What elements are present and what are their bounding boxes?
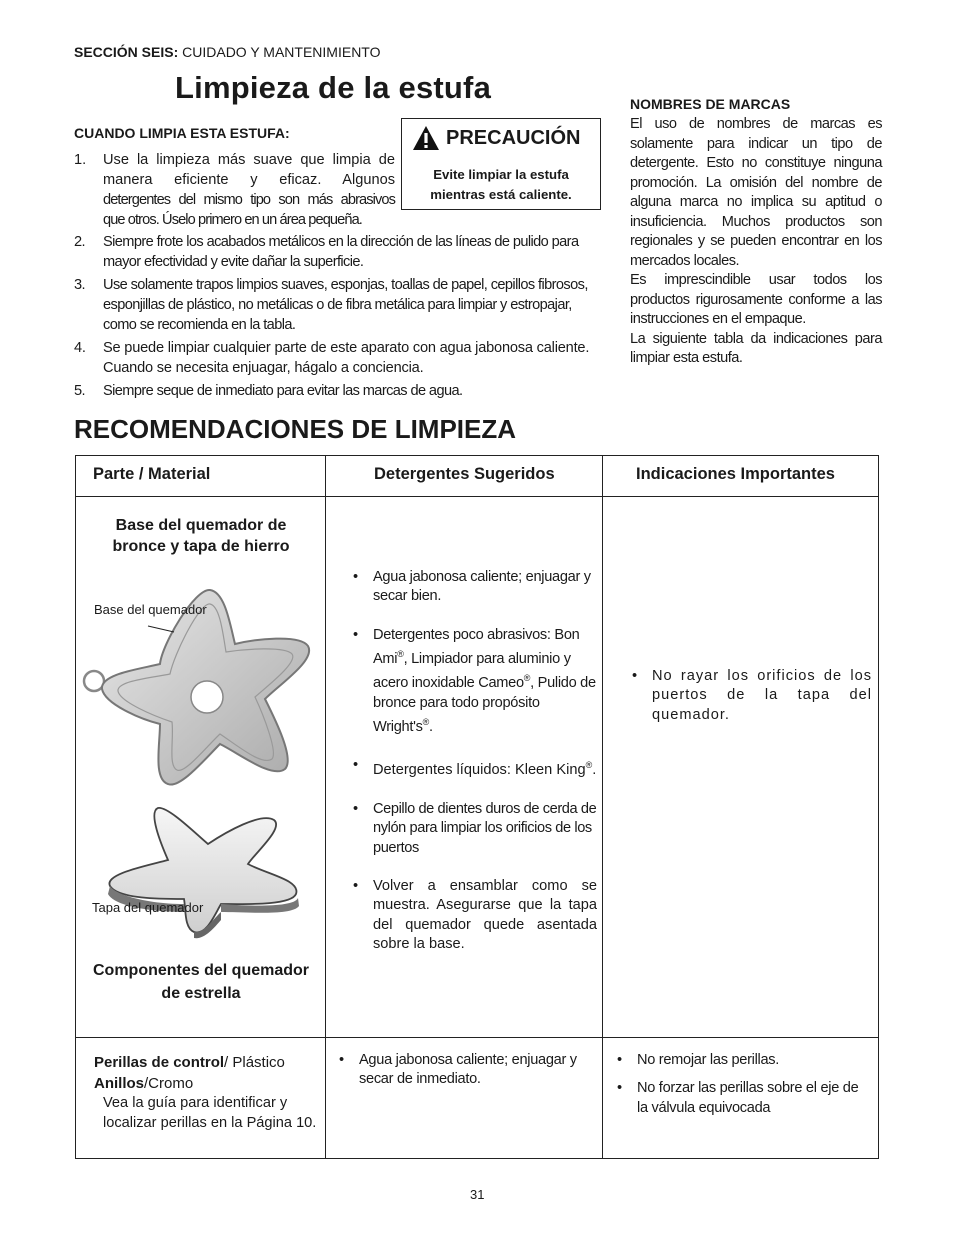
- detergents-list-row2: [339, 1051, 589, 1109]
- section-label-bold: SECCIÓN SEIS:: [74, 44, 179, 60]
- knobs-part-cell: [94, 1052, 319, 1133]
- detergents-list-row1: [353, 568, 597, 974]
- list-line: detergentes del mismo tipo son más abrasivos: [103, 192, 395, 208]
- list-item: • Detergentes poco abrasivos: Bon Ami®, Limpiador para aluminio y acero inoxidable Cameo®, Pulido de bronce para todo propósito Wright's®.: [353, 626, 597, 738]
- list-item: • Cepillo de dientes duros de cerda de nylón para limpiar los orificios de los puertos: [353, 800, 597, 858]
- knobs-material: / Plástico: [224, 1054, 285, 1071]
- brand-paragraph: El uso de nombres de marcas es solamente para indicar un tipo de detergente. Esto no constituye ninguna promoción. La omisión del nombre de alguna marca no implica su aptitud o insuficiencia. Muchos productos son regionales y se pueden encontrar en los mercados locales.: [630, 116, 882, 269]
- list-item: • Agua jabonosa caliente; enjuagar y secar bien.: [353, 568, 597, 607]
- rings-bold: Anillos: [94, 1075, 145, 1092]
- knobs-note: Vea la guía para identificar y localizar perillas en la Página 10.: [103, 1095, 317, 1131]
- list-text: Se puede limpiar cualquier parte de este aparato con agua jabonosa caliente. Cuando se necesita enjuagar, hágalo a conciencia.: [103, 340, 590, 376]
- list-text: Siempre seque de inmediato para evitar las marcas de agua.: [103, 383, 463, 399]
- list-text: [103, 150, 395, 230]
- caution-box: [401, 118, 601, 210]
- list-number: 4.: [74, 340, 86, 356]
- list-number: 5.: [74, 383, 85, 399]
- recommendations-table: [75, 455, 879, 1159]
- section-label-rest: CUIDADO Y MANTENIMIENTO: [178, 44, 381, 60]
- rings-material: /Cromo: [144, 1075, 194, 1092]
- knobs-bold: Perillas de control: [94, 1054, 225, 1071]
- components-title: Componentes del quemador de estrella: [92, 962, 310, 1002]
- row-divider: [76, 496, 878, 497]
- page-number: 31: [470, 1187, 485, 1202]
- warning-triangle-icon: [412, 125, 440, 151]
- list-item: • Detergentes líquidos: Kleen King®.: [353, 756, 597, 780]
- caution-header: [412, 125, 580, 151]
- row-divider: [76, 1037, 878, 1038]
- notes-list-row1: [632, 667, 872, 744]
- rings-line: [94, 1073, 319, 1094]
- brand-paragraph: La siguiente tabla da indicaciones para limpiar esta estufa.: [630, 330, 882, 366]
- column-header-detergents: Detergentes Sugeridos: [374, 465, 555, 483]
- brand-names-section: [630, 96, 882, 369]
- column-header-part: Parte / Material: [93, 465, 211, 483]
- list-text: Use solamente trapos limpios suaves, esponjas, toallas de papel, cepillos fibrosos, esponjillas de plástico, no metálicas o de fibra metálica para limpiar y estropajar, como se recomienda en la tabla.: [103, 277, 588, 333]
- page-title: Limpieza de la estufa: [175, 70, 492, 105]
- burner-base-label: Base del quemador: [94, 602, 207, 617]
- cleaning-heading: CUANDO LIMPIA ESTA ESTUFA:: [74, 125, 290, 141]
- burner-part-title: Base del quemador de bronce y tapa de hierro: [112, 517, 290, 555]
- knobs-line: [94, 1052, 319, 1073]
- list-line: manera eficiente y eficaz. Algunos: [103, 172, 395, 188]
- list-text: Siempre frote los acabados metálicos en la dirección de las líneas de pulido para mayor efectividad y evite dañar la superficie.: [103, 234, 579, 270]
- column-divider: [325, 456, 326, 1158]
- recommendations-title: RECOMENDACIONES DE LIMPIEZA: [74, 414, 517, 444]
- brand-paragraph: Es imprescindible usar todos los productos rigurosamente conforme a las instrucciones en el empaque.: [630, 272, 882, 327]
- burner-base-image: [80, 584, 320, 804]
- list-item: • Agua jabonosa caliente; enjuagar y secar de inmediato.: [339, 1051, 589, 1090]
- list-line: que otros. Úselo primero en un área pequeña.: [103, 212, 362, 228]
- section-label: [74, 44, 381, 60]
- list-item: • No forzar las perillas sobre el eje de la válvula equivocada: [617, 1079, 867, 1118]
- list-item: • No remojar las perillas.: [617, 1051, 867, 1070]
- caution-title: PRECAUCIÓN: [446, 126, 581, 149]
- list-number: 1.: [74, 152, 87, 168]
- list-item: • Volver a ensamblar como se muestra. Asegurarse que la tapa del quemador quede asentada sobre la base.: [353, 877, 597, 955]
- burner-cap-label: Tapa del quemador: [92, 900, 204, 915]
- list-item: [74, 381, 604, 401]
- column-divider: [602, 456, 603, 1158]
- list-item: [74, 338, 604, 378]
- list-item: [74, 232, 604, 272]
- burner-cap-image: [96, 804, 316, 939]
- brand-names-heading: NOMBRES DE MARCAS: [630, 96, 791, 112]
- column-header-notes: Indicaciones Importantes: [636, 465, 835, 483]
- list-number: 2.: [74, 234, 85, 250]
- list-number: 3.: [74, 277, 85, 293]
- list-line: Use la limpieza más suave que limpia de: [103, 152, 395, 168]
- list-item: [74, 275, 604, 335]
- notes-list-row2: [617, 1051, 867, 1137]
- list-item: • No rayar los orificios de los puertos de la tapa del quemador.: [632, 667, 872, 725]
- caution-text: Evite limpiar la estufa mientras está caliente.: [430, 167, 572, 202]
